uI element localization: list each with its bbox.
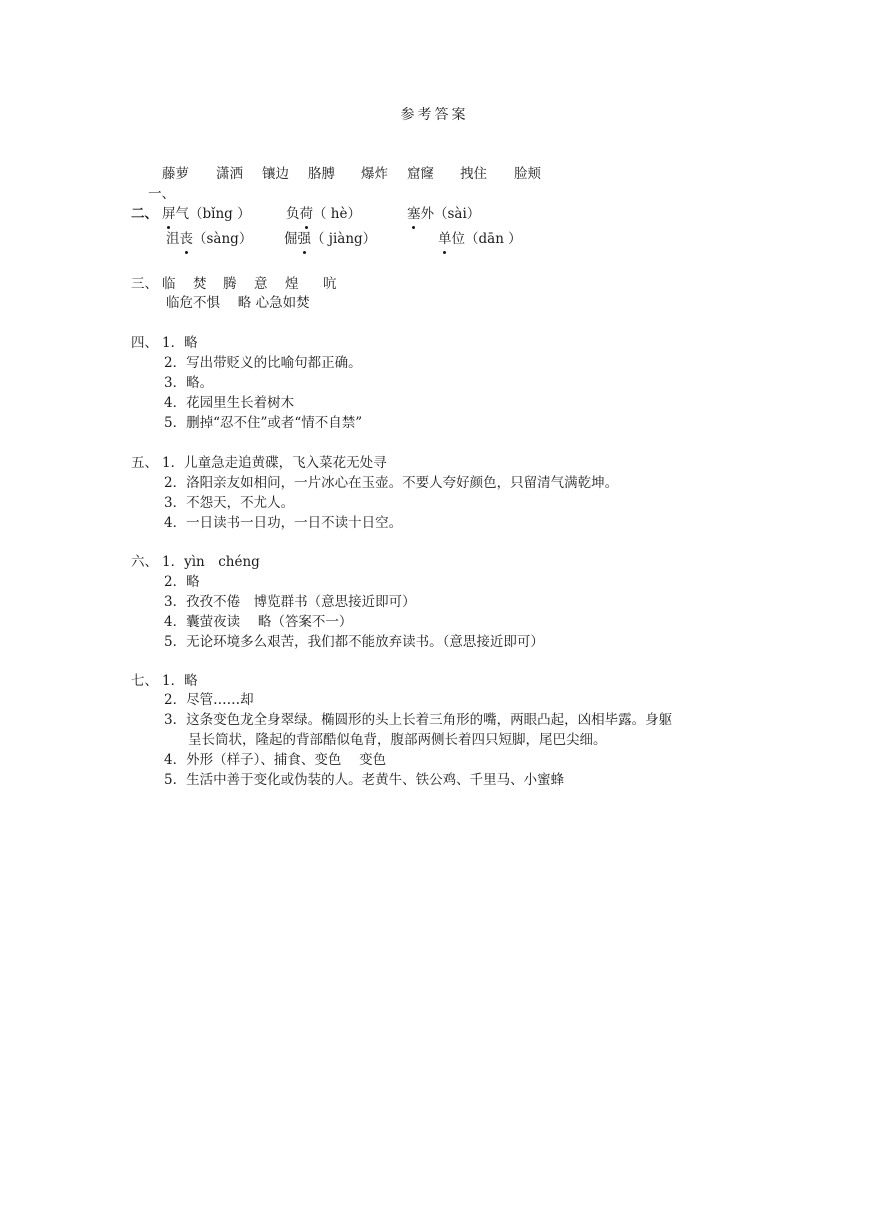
answer-item: 4．一日读书一日功，一日不读十日空。 [164, 515, 403, 531]
pinyin-item: 屏气（bǐng ） [162, 206, 251, 222]
pinyin-item: 沮丧（sàng） [166, 231, 253, 247]
answer-item: 3．孜孜不倦 博览群书（意思接近即可） [164, 594, 416, 610]
answer-item: 3．不怨天，不尤人。 [164, 495, 295, 511]
pinyin-item: 塞外（sài） [407, 206, 481, 222]
char: 煌 [285, 276, 299, 292]
word: 脸颊 [514, 166, 541, 182]
answer-item: 1．略 [162, 335, 198, 351]
answer-item: 2．略 [164, 574, 200, 590]
word: 爆炸 [361, 166, 388, 182]
answer-item-continuation: 呈长筒状，隆起的背部酷似龟背，腹部两侧长着四只短脚，尾巴尖细。 [188, 732, 607, 748]
section-number: 二、 [131, 206, 158, 222]
pinyin-item: 单位（dān ） [438, 231, 522, 247]
section-number: 七、 [131, 673, 158, 689]
answer-item: 1．yìn chéng [162, 554, 260, 570]
section-number: 六、 [131, 554, 158, 570]
dotted-char: 屏 [162, 206, 176, 222]
dotted-char: 塞 [407, 206, 421, 222]
char: 吭 [323, 276, 337, 292]
section-number: 五、 [131, 455, 158, 471]
page-title: 参考答案 [400, 107, 469, 123]
word: 胳膊 [308, 166, 335, 182]
section-number: 四、 [131, 335, 158, 351]
dotted-char: 荷 [299, 206, 313, 222]
answer-item: 2．写出带贬义的比喻句都正确。 [164, 355, 362, 371]
answer-item: 3．这条变色龙全身翠绿。椭圆形的头上长着三角形的嘴，两眼凸起，凶相毕露。身躯 [164, 712, 673, 728]
pinyin-item: 倔强（ jiàng） [284, 231, 377, 247]
word: 藤萝 [162, 166, 189, 182]
dotted-char: 丧 [179, 231, 193, 247]
answer-item: 4．外形（样子）、捕食、变色 变色 [164, 752, 387, 768]
answer-item: 2．洛阳亲友如相问，一片冰心在玉壶。不要人夸好颜色，只留清气满乾坤。 [164, 475, 619, 491]
word: 拽住 [460, 166, 487, 182]
pinyin-item: 负荷（ hè） [286, 206, 361, 222]
char: 腾 [223, 276, 237, 292]
word: 窟窿 [407, 166, 434, 182]
section-number: 三、 [131, 276, 158, 292]
char: 临 [162, 276, 176, 292]
answer-item: 5．无论环境多么艰苦，我们都不能放弃读书。（意思接近即可） [164, 634, 544, 650]
dotted-char: 强 [297, 231, 311, 247]
answer-item: 5．删掉“忍不住”或者“情不自禁” [164, 415, 363, 431]
word: 潇洒 [216, 166, 243, 182]
answer-item: 4．花园里生长着树木 [164, 395, 295, 411]
answer-line: 临危不惧 略 心急如焚 [166, 295, 310, 311]
answer-item: 1．略 [162, 673, 198, 689]
answer-item: 3．略。 [164, 375, 214, 391]
section-number: 一、 [148, 186, 176, 202]
dotted-char: 单 [438, 231, 452, 247]
answer-item: 2．尽管……却 [164, 692, 254, 708]
answer-item: 5．生活中善于变化或伪装的人。老黄牛、铁公鸡、千里马、小蜜蜂 [164, 772, 565, 788]
word: 镶边 [262, 166, 289, 182]
char: 意 [254, 276, 268, 292]
answer-item: 1．儿童急走追黄碟，飞入菜花无处寻 [162, 455, 387, 471]
char: 焚 [193, 276, 207, 292]
answer-item: 4．囊萤夜读 略（答案不一） [164, 614, 353, 630]
